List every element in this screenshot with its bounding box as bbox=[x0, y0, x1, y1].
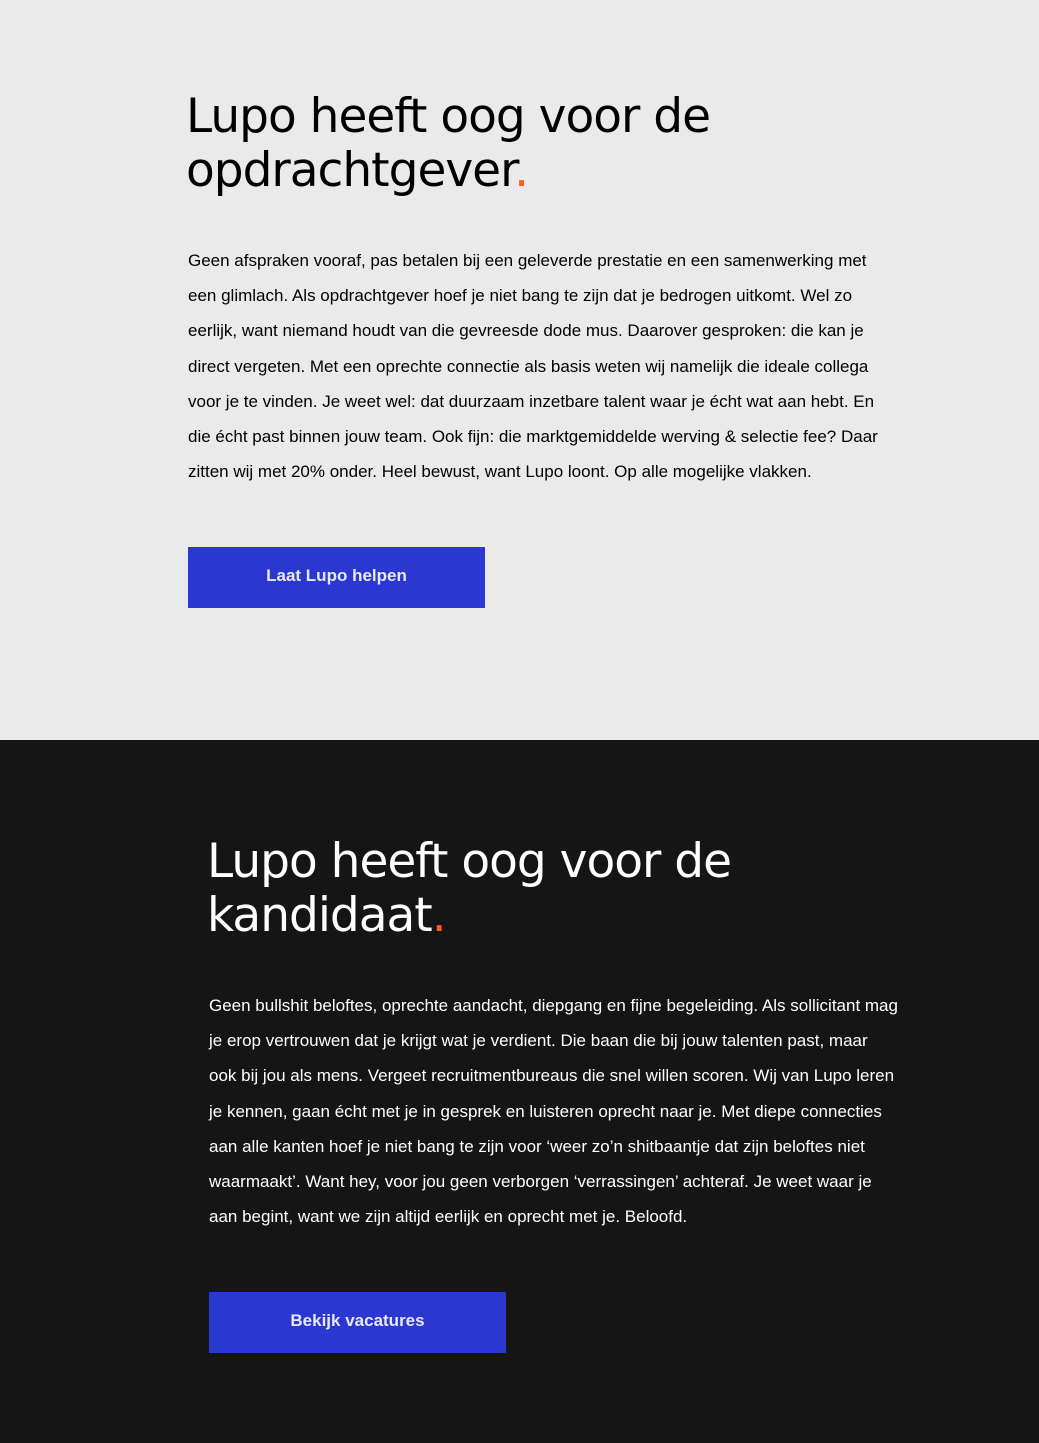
client-heading-line2: opdrachtgever bbox=[186, 143, 515, 198]
candidate-heading bbox=[207, 835, 899, 943]
client-body-text: Geen afspraken vooraf, pas betalen bij een geleverde prestatie en een samenwerking met een glimlach. Als opdrachtgever hoef je niet bang te zijn dat je bedrogen uitkomt. Wel zo eerlijk, want niemand houdt van die gevreesde dode mus. Daarover gesproken: die kan je direct vergeten. Met een oprechte connectie als basis weten wij namelijk die ideale collega voor je te vinden. Je weet wel: dat duurzaam inzetbare talent waar je écht wat aan hebt. En die écht past binnen jouw team. Ook fijn: die marktgemiddelde werving & selectie fee? Daar zitten wij met 20% onder. Heel bewust, want Lupo loont. Op alle mogelijke vlakken. bbox=[188, 251, 878, 482]
client-heading-dot: . bbox=[514, 143, 529, 198]
candidate-heading-line1: Lupo heeft oog voor de bbox=[207, 834, 732, 889]
laat-lupo-helpen-button[interactable]: Laat Lupo helpen bbox=[188, 547, 485, 608]
client-heading bbox=[186, 90, 878, 198]
candidate-body-text: Geen bullshit beloftes, oprechte aandacht, diepgang en fijne begeleiding. Als sollicitant mag je erop vertrouwen dat je krijgt wat je verdient. Die baan die bij jouw talenten past, maar ook bij jou als mens. Vergeet recruitmentbureaus die snel willen scoren. Wij van Lupo leren je kennen, gaan écht met je in gesprek en luisteren oprecht naar je. Met diepe connecties aan alle kanten hoef je niet bang te zijn voor ‘weer zo’n shitbaantje dat zijn beloftes niet waarmaakt’. Want hey, voor jou geen verborgen ‘verrassingen’ achteraf. Je weet waar je aan begint, want we zijn altijd eerlijk en oprecht met je. Beloofd. bbox=[209, 996, 898, 1227]
client-content bbox=[188, 90, 878, 608]
candidate-content bbox=[209, 835, 899, 1353]
client-heading-line1: Lupo heeft oog voor de bbox=[186, 89, 711, 144]
candidate-heading-line2: kandidaat bbox=[207, 888, 432, 943]
candidate-heading-dot: . bbox=[431, 888, 446, 943]
candidate-section bbox=[0, 740, 1039, 1443]
bekijk-vacatures-button[interactable]: Bekijk vacatures bbox=[209, 1292, 506, 1353]
